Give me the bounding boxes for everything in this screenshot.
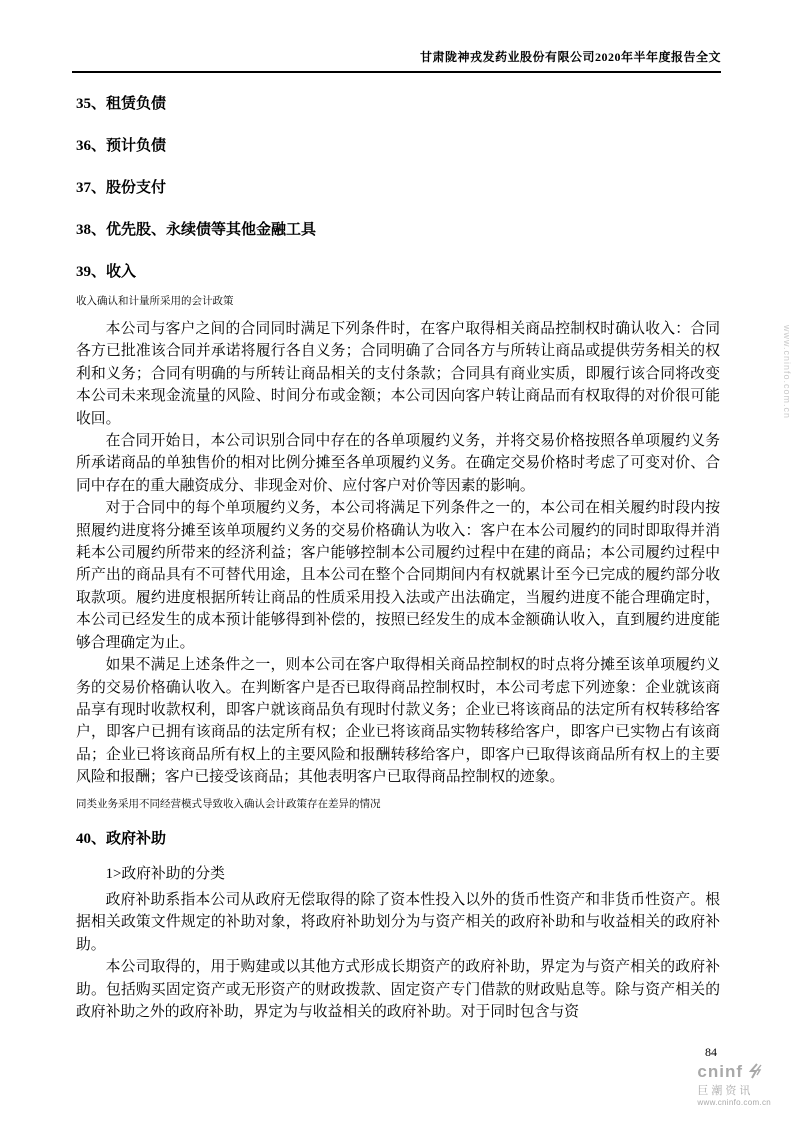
revenue-paragraph-1: 本公司与客户之间的合同同时满足下列条件时，在客户取得相关商品控制权时确认收入：合同各方已批准该合同并承诺将履行各自义务；合同明确了合同各方与所转让商品或提供劳务相关的权利和义务；合同有明确的与所转让商品相关的支付条款；合同具有商业实质，即履行该合同将改变本公司未来现金流量的风险、时间分布或金额；本公司因向客户转让商品而有权取得的对价很可能收回。	[76, 321, 720, 427]
report-header	[72, 48, 721, 73]
report-title: 甘肃陇神戎发药业股份有限公司2020年半年度报告全文	[419, 50, 721, 64]
revenue-paragraph-4: 如果不满足上述条件之一，则本公司在客户取得相关商品控制权的时点将分摊至该单项履约义务的交易价格确认收入。在判断客户是否已取得商品控制权时，本公司考虑下列迹象：企业就该商品享有现时收款权利，即客户就该商品负有现时付款义务；企业已将该商品的法定所有权转移给客户，即客户已拥有该商品的法定所有权；企业已将该商品实物转移给客户，即客户已实物占有该商品；企业已将该商品所有权上的主要风险和报酬转移给客户，即客户已取得该商品所有权上的主要风险和报酬；客户已接受该商品；其他表明客户已取得商品控制权的迹象。	[76, 657, 720, 786]
lightning-icon	[747, 1063, 763, 1084]
revenue-policy-label: 收入确认和计量所采用的会计政策	[76, 295, 234, 307]
section-heading-39: 39、收入	[76, 264, 137, 280]
page-number: 84	[705, 1045, 717, 1059]
section-heading-40: 40、政府补助	[76, 830, 167, 847]
cninfo-logo	[697, 1063, 771, 1108]
cninfo-logo-top	[697, 1063, 771, 1084]
revenue-paragraph-2: 在合同开始日，本公司识别合同中存在的各单项履约义务，并将交易价格按照各单项履约义务所承诺商品的单独售价的相对比例分摊至各单项履约义务。在确定交易价格时考虑了可变对价、合同中存在的重大融资成分、非现金对价、应付客户对价等因素的影响。	[76, 433, 720, 494]
cninfo-logo-name: 巨潮资讯	[697, 1085, 754, 1098]
cninfo-brand-text: cninf	[697, 1062, 744, 1082]
page-content	[76, 94, 720, 1023]
section-heading-35: 35、租赁负债	[76, 96, 167, 112]
revenue-note-label: 同类业务采用不同经营模式导致收入确认会计政策存在差异的情况	[76, 797, 381, 810]
subsidy-paragraph-2: 本公司取得的，用于购建或以其他方式形成长期资产的政府补助，界定为与资产相关的政府补助。包括购买固定资产或无形资产的财政拨款、固定资产专门借款的财政贴息等。除与资产相关的政府补助之外的政府补助，界定为与收益相关的政府补助。对于同时包含与资	[76, 959, 720, 1020]
revenue-paragraph-3: 对于合同中的每个单项履约义务，本公司将满足下列条件之一的，本公司在相关履约时段内按照履约进度将分摊至该单项履约义务的交易价格确认为收入：客户在本公司履约的同时即取得并消耗本公司履约所带来的经济利益；客户能够控制本公司履约过程中在建的商品；本公司履约过程中所产出的商品具有不可替代用途，且本公司在整个合同期间内有权就累计至今已完成的履约部分收取款项。履约进度根据所转让商品的性质采用投入法或产出法确定，当履约进度不能合理确定时，本公司已经发生的成本预计能够得到补偿的，按照已经发生的成本金额确认收入，直到履约进度能够合理确定为止。	[76, 500, 720, 651]
section-heading-36: 36、预计负债	[76, 138, 167, 154]
section-heading-37: 37、股份支付	[76, 180, 167, 196]
cninfo-logo-url: www.cninfo.com.cn	[697, 1098, 771, 1108]
subsidy-paragraph-1: 政府补助系指本公司从政府无偿取得的除了资本性投入以外的货币性资产和非货币性资产。根据相关政策文件规定的补助对象，将政府补助划分为与资产相关的政府补助和与收益相关的政府补助。	[76, 891, 720, 953]
subsidy-classification-label: 1>政府补助的分类	[105, 865, 225, 882]
side-watermark: www.cninfo.com.cn	[782, 325, 792, 420]
section-heading-38: 38、优先股、永续债等其他金融工具	[76, 222, 317, 238]
